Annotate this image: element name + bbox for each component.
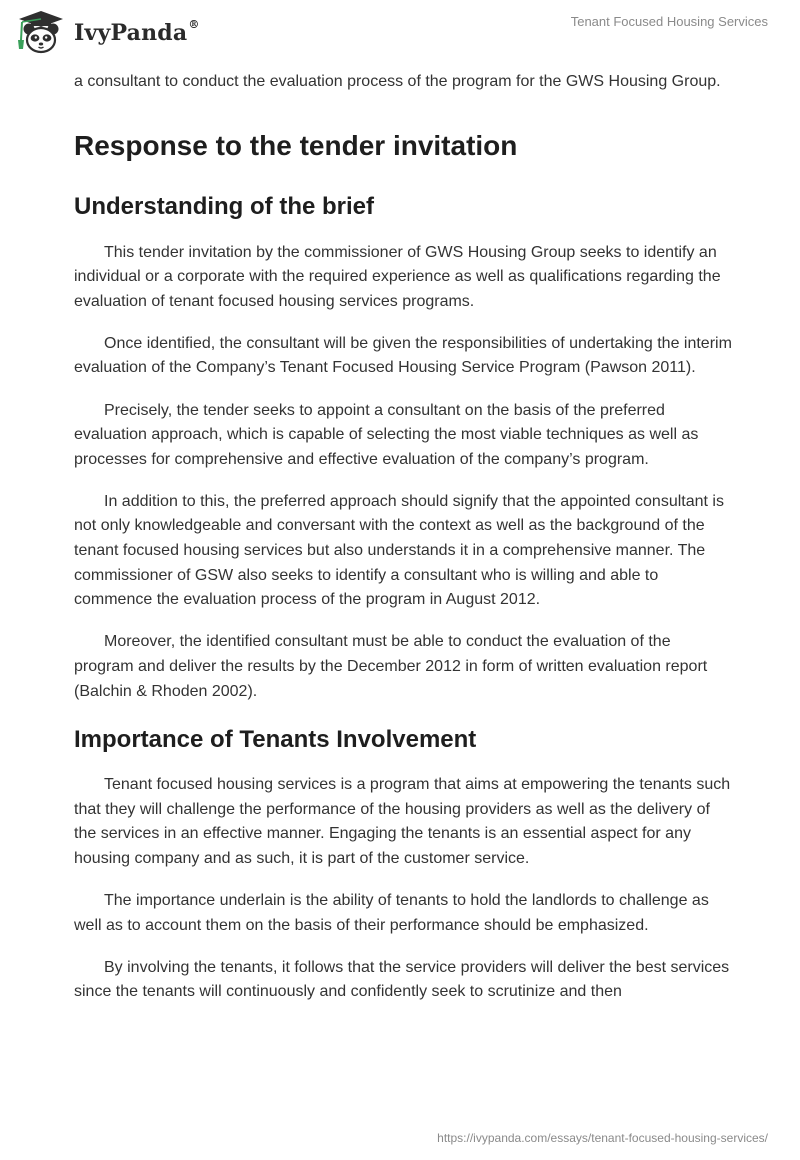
source-url[interactable]: https://ivypanda.com/essays/tenant-focused-housing-services/ [437,1131,768,1145]
document-title: Tenant Focused Housing Services [570,14,768,29]
section-heading-understanding: Understanding of the brief [74,192,374,220]
paragraph: The importance underlain is the ability of tenants to hold the landlords to challenge as well as to account them on the basis of their performance should be emphasized. [74,891,709,934]
paragraph: By involving the tenants, it follows that the service providers will deliver the best services since the tenants will continuously and confidently seek to scrutinize and then [74,958,730,1001]
paragraph: Moreover, the identified consultant must be able to conduct the evaluation of the program and deliver the results by the December 2012 in form of written evaluation report (Balchin & Rhoden 2002). [74,633,708,700]
paragraph: This tender invitation by the commissioner of GWS Housing Group seeks to identify an individual or a corporate with the required experience as well as qualifications regarding the evaluation of tenant focused housing services programs. [74,243,721,310]
paragraph: Once identified, the consultant will be given the responsibilities of undertaking the interim evaluation of the Company’s Tenant Focused Housing Service Program (Pawson 2011). [74,334,732,377]
section-heading-tenants-involvement: Importance of Tenants Involvement [74,726,477,754]
paragraph: Tenant focused housing services is a program that aims at empowering the tenants such that they will challenge the performance of the housing providers as well as the delivery of the services in an effective manner. Engaging the tenants is an essential aspect for any housing company and as such, it is part of the customer service. [74,776,731,867]
article-body [74,70,734,1022]
brand-name: IvyPanda® [74,17,200,46]
main-heading: Response to the tender invitation [74,129,518,161]
paragraph: Precisely, the tender seeks to appoint a consultant on the basis of the preferred evaluation approach, which is capable of selecting the most viable techniques as well as processes for comprehensive and effective evaluation of the company’s program. [74,401,699,468]
page-header [0,0,800,66]
paragraph: In addition to this, the preferred approach should signify that the appointed consultant is not only knowledgeable and conversant with the context as well as the background of the tenant focused housing services but also understands it in a comprehensive manner. The commissioner of GSW also seeks to identify a consultant who is willing and able to commence the evaluation process of the program in August 2012. [74,492,724,609]
brand-logo[interactable] [14,8,200,56]
panda-graduate-icon [14,8,68,56]
intro-continuation: a consultant to conduct the evaluation process of the program for the GWS Housing Group. [74,73,721,90]
registered-mark: ® [188,17,200,31]
